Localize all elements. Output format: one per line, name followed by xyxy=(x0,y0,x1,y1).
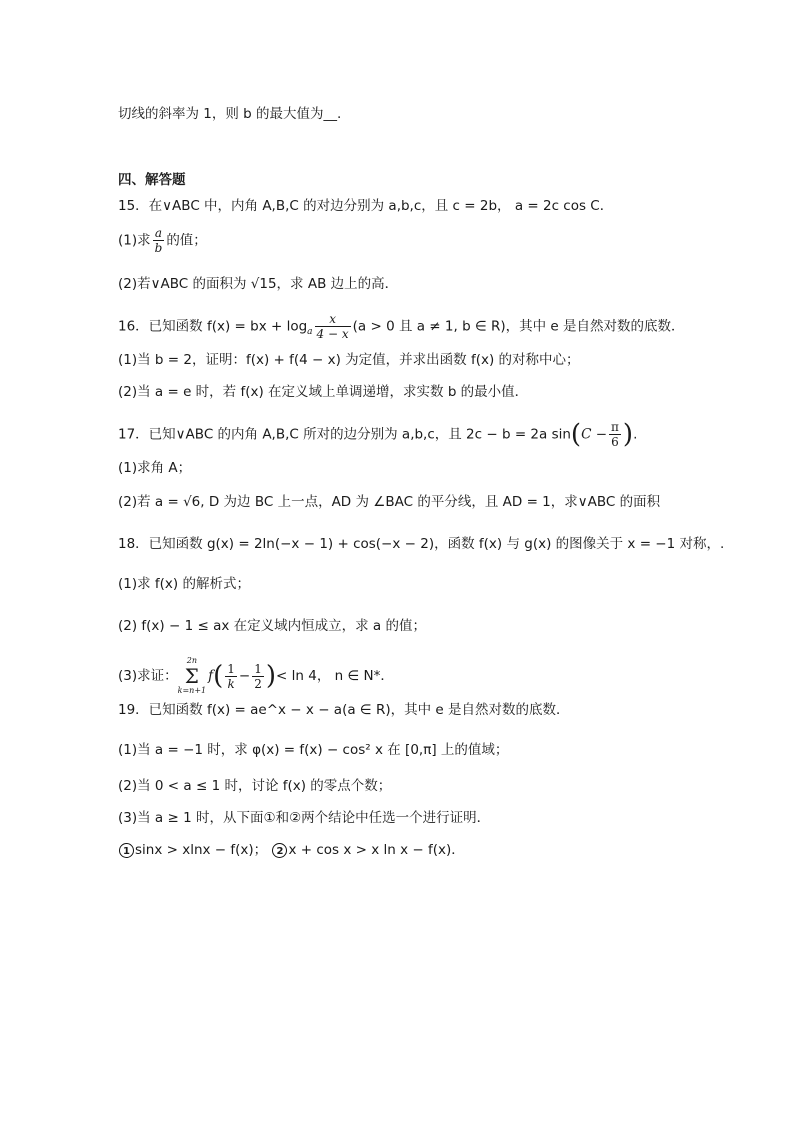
question-17: 17．已知∨ABC 的内角 A,B,C 所对的边分别为 a,b,c，且 2c − b = 2a sin(C − $\frac{\pi}{6}$ ). xyxy=(118,419,638,450)
sigma-icon: Σ xyxy=(184,664,199,688)
right-paren: ) xyxy=(622,419,634,450)
question-18-part-2: (2) f(x) − 1 ≤ ax 在定义域内恒成立，求 a 的值； xyxy=(118,618,426,634)
left-paren: ( xyxy=(213,661,224,691)
denominator: k xyxy=(227,676,235,691)
fraction xyxy=(225,662,237,691)
numerator: 1 xyxy=(254,661,262,676)
section-heading: 四、解答题 xyxy=(118,172,186,188)
numerator: π xyxy=(611,420,619,434)
question-18: 18．已知函数 g(x) = 2ln(−x − 1) + cos(−x − 2)，函数 f(x) 与 g(x) 的图像关于 x = −1 对称，. xyxy=(118,536,725,552)
question-18-part-1: (1)求 f(x) 的解析式； xyxy=(118,576,250,592)
denominator: b xyxy=(154,241,163,255)
text: (3)求证： xyxy=(118,668,178,684)
question-16-part-2: (2)当 a = e 时，若 f(x) 在定义域上单调递增，求实数 b 的最小值． xyxy=(118,384,529,400)
question-17-part-1: (1)求角 A； xyxy=(118,460,192,476)
circled-number-2-icon: 2 xyxy=(272,843,287,858)
question-19-part-2: (2)当 0 < a ≤ 1 时，讨论 f(x) 的零点个数； xyxy=(118,778,392,794)
question-17-part-2: (2)若 a = √6, D 为边 BC 上一点，AD 为 ∠BAC 的平分线，且 AD = 1，求∨ABC 的面积 xyxy=(118,494,661,510)
question-15-part-1 xyxy=(118,226,734,255)
text: 16．已知函数 f(x) = bx + log xyxy=(118,318,308,335)
fraction xyxy=(252,662,264,691)
option-2: x + cos x > x ln x − f(x)． xyxy=(288,842,465,858)
text: < ln 4， n ∈ N*． xyxy=(276,668,394,684)
question-19-part-3: (3)当 a ≥ 1 时，从下面①和②两个结论中任选一个进行证明． xyxy=(118,810,491,826)
function-name: f xyxy=(208,668,214,684)
text-line: 切线的斜率为 1，则 b 的最大值为__. xyxy=(118,106,342,122)
question-15: 15．在∨ABC 中，内角 A,B,C 的对边分别为 a,b,c，且 c = 2b， a = 2c cos C． xyxy=(118,198,614,214)
text: 17．已知∨ABC 的内角 A,B,C 所对的边分别为 a,b,c，且 2c − b = 2a sin xyxy=(118,426,571,443)
fraction xyxy=(153,226,165,255)
denominator: 6 xyxy=(611,435,619,449)
option-1: sinx > xlnx − f(x)； xyxy=(135,842,268,858)
log-base: a xyxy=(307,327,313,338)
text: 的值； xyxy=(166,232,207,249)
numerator: x xyxy=(315,312,351,327)
right-paren: ) xyxy=(265,661,277,691)
question-16-part-1: (1)当 b = 2，证明：f(x) + f(4 − x) 为定值，并求出函数 f(x) 的对称中心； xyxy=(118,352,580,368)
text: C − xyxy=(581,426,608,443)
numerator: 1 xyxy=(227,661,235,676)
question-18-part-3: (3)求证： 2n Σ k=n+1 f( $\frac{1}{k}$ − $\frac{1}{2}$ )< ln 4， n ∈ N*． xyxy=(118,656,394,695)
question-19-part-1: (1)当 a = −1 时，求 φ(x) = f(x) − cos² x 在 [0,π] 上的值域； xyxy=(118,742,509,758)
question-19: 19．已知函数 f(x) = ae^x − x − a(a ∈ R)，其中 e 是自然对数的底数． xyxy=(118,702,570,718)
left-paren: ( xyxy=(570,419,582,450)
denominator: 4 − x xyxy=(316,327,349,341)
question-16 xyxy=(118,312,734,342)
numerator: a xyxy=(153,226,165,241)
circled-number-1-icon: 1 xyxy=(119,843,134,858)
question-15-part-2: (2)若∨ABC 的面积为 √15，求 AB 边上的高． xyxy=(118,276,399,292)
fraction xyxy=(315,312,351,341)
text: (1)求 xyxy=(118,232,151,249)
question-19-options xyxy=(118,840,734,860)
text: (a > 0 且 a ≠ 1, b ∈ R)，其中 e 是自然对数的底数． xyxy=(352,318,685,335)
sum-lower: k=n+1 xyxy=(177,686,207,695)
summation xyxy=(178,656,207,696)
denominator: 2 xyxy=(254,676,262,691)
sum-upper: 2n xyxy=(186,656,197,665)
fraction xyxy=(609,420,621,449)
